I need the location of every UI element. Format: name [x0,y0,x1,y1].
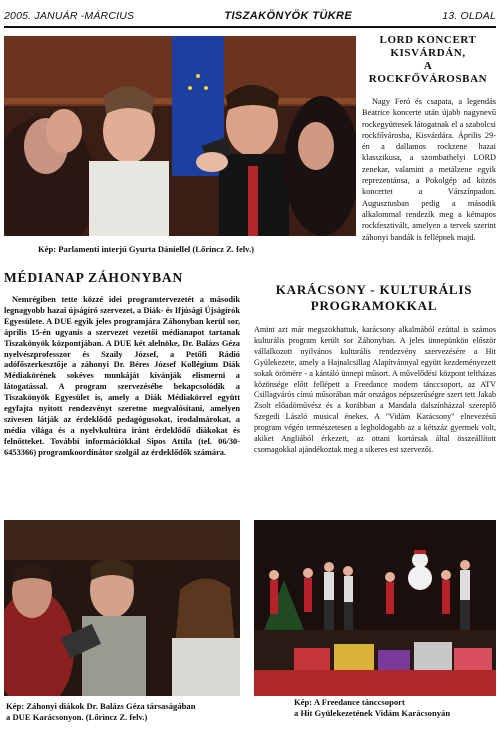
christmas-title-line: KARÁCSONY - KULTURÁLIS [275,282,473,297]
photo-students-image [4,520,240,696]
concert-title-line: ROCKFŐVÁROSBAN [368,73,488,85]
photo-students-caption-line: Kép: Záhonyi diákok Dr. Balázs Géza társaságában [6,701,196,711]
photo-freedance-stage [254,520,496,696]
media-day-body: Nemrégiben tette közzé idei programtervezetét a második legnagyobb hazai újságíró szervezet, a Diák- és Ifjúsági Újságírók Egyesülete. A DUE egyik jeles programjára Záhonyban kerül sor, április 15-én ugyanis a szervezet vezetői médianapot tartanak Tiszakönyök központjában. A DUE két alelnöke, Dr. Balázs Géza nyelvészprofesszor és Szaily József, a Petőfi Rádió adófőszerkesztője a záhonyi Dr. Béres József Kollégium Diák Médiakörének sokéves munkáját kívánják elismerni a látogatással. A program szervezésébe bekapcsolódik a Tiszakönyök Egyesület is, amely a Diák Médiakörrel együtt egyfajta nyitott rendezvényt szeretne megvalósítani, amelyen szívesen látják az érdeklődő pedagógusokat, irodalmárokat, a média világa és a nyelvkultúra iránt érdeklődő diákokat és felnőtteket. További információkkal Sipos Attila (tel. 06/30-6453366) programkoordinátor szolgál az érdeklődők számára. [4,295,240,457]
page-number: 13. OLDAL [442,10,496,22]
christmas-article-title [250,282,498,314]
photo-parliament-caption: Kép: Parlamenti interjú Gyurta Dániellel (Lőrincz Z. felv.) [38,244,254,254]
christmas-article-body: Amint azt már megszokhattuk, karácsony alkalmából ezúttal is számos kulturális program került sor Záhonyban. A jeles ünnepünkön először vállalkozott nyilvános kulturális rendezvény szervezésére a Hit Gyülekezete, amely a Hajnalcsillag Alapítvánnyal együtt kezdeményezett sokak örömére - a kántáló ünnepi műsort. A művelődési központ teltházas közönsége előtt fellépett a Freedance modern tánccsoport, az ATV Csillagvárós címú műsorában már országos népszerűségre szert tett Jakab Zsolt előadóművész és a korábban a Mandala dalszínházzal szereplő Szegedi László musical énekes. A "Vidám Karácsony" elnevezésű program végén természetesen a legboldogabb az a kétszáz gyermek volt, akiket Angliából érkezett, az ottani kortársak által összeállított csomagokkal ajándékoztak meg a sikeres est szervezői. [254,325,496,454]
photo-parliament-interview [4,36,356,236]
concert-article-title [358,34,498,86]
photo-freedance-caption-line: Kép: A Freedance tánccsoport [294,697,405,707]
photo-freedance-caption [294,697,500,719]
concert-title-line: LORD KONCERT [379,34,477,46]
photo-freedance-image [254,520,496,696]
christmas-title-line: PROGRAMOKKAL [310,298,438,313]
photo-parliament-interview-image [4,36,356,236]
concert-title-line: A [423,60,433,72]
media-day-title: MÉDIANAP ZÁHONYBAN [4,270,184,285]
photo-freedance-caption-line: a Hit Gyülekezetének Vidám Karácsonyán [294,708,451,718]
photo-students-caption [6,701,246,723]
issue-date: 2005. JANUÁR -MÁRCIUS [4,10,135,22]
publication-title: TISZAKÖNYÖK TÜKRE [224,10,353,22]
photo-students-caption-line: a DUE Karácsonyon. (Lőrincz Z. felv.) [6,712,148,722]
page-header [4,6,496,28]
concert-article-body: Nagy Feró és csapata, a legendás Beatrice koncerte után újabb nagynevű rockegyüttesek látogatnak el a szabolcsi rockfővárosba, Kisvárdára. Április 29-én a dallamos rockzene hazai klasszikusa, a szombathelyi LORD zenekar, valamint a metálzene egyik reprezentánsa, a Pokolgép ad közös koncertet a Várszínpadon. Augusztusban pedig a második alkalommal rendezik meg a kétnapos rockfesztivált, amelyen a tervek szerint záhonyi bandák is fellépnek majd. [362,97,496,242]
concert-title-line: KISVÁRDÁN, [390,47,466,59]
photo-students-due-christmas [4,520,240,696]
